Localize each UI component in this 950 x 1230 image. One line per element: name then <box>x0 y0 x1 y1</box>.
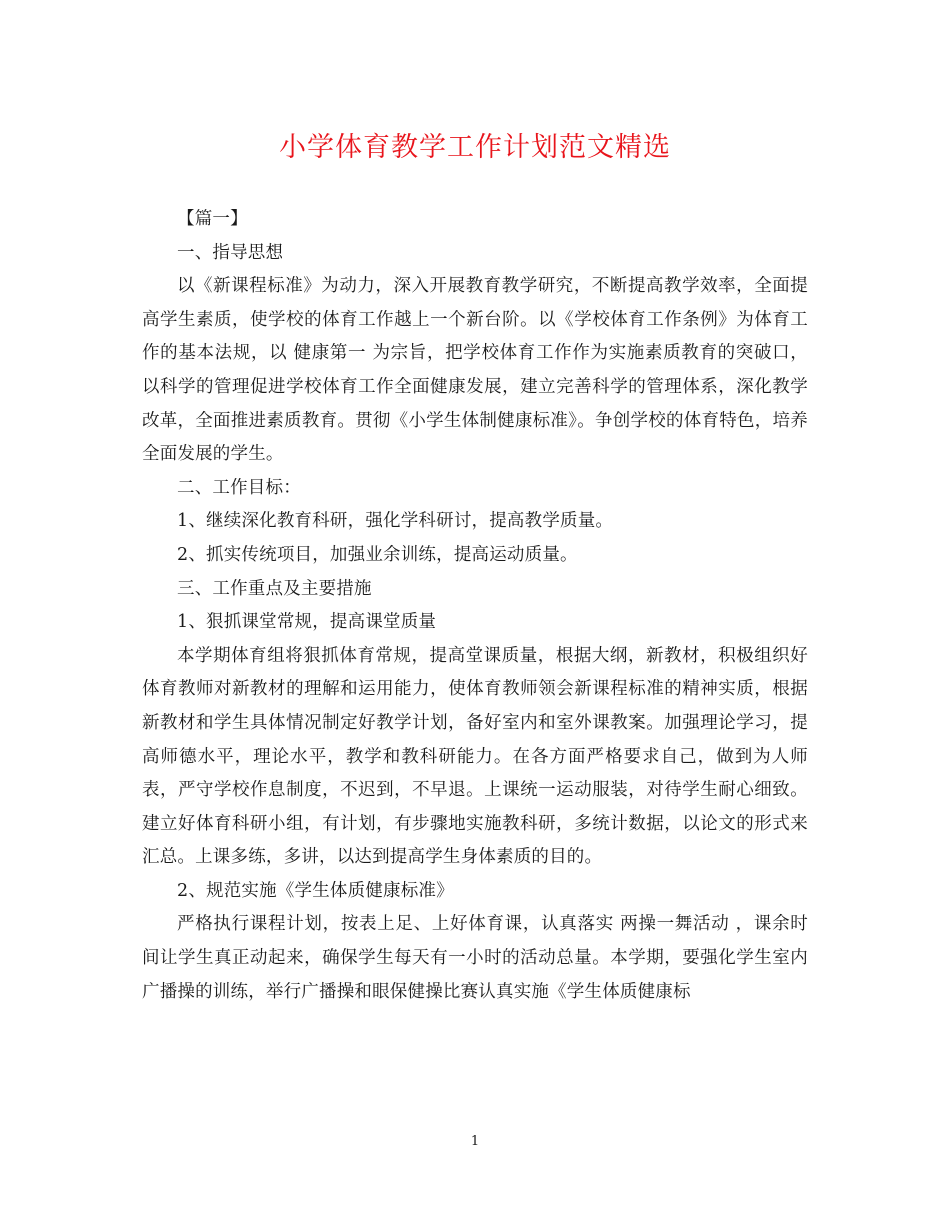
section-heading: 三、工作重点及主要措施 <box>177 578 372 599</box>
subsection-heading: 1、狠抓课堂常规，提高课堂质量 <box>177 612 437 633</box>
body-paragraph: 严格执行课程计划，按表上足、上好体育课，认真落实 两操一舞活动 ，课余时间让学生真正动起来，确保学生每天有一小时的活动总量。本学期，要强化学生室内广播操的训练，举行广播操和眼保健操比赛认真实施《学生体质健康标 <box>142 914 808 1002</box>
page-number: 1 <box>470 1134 480 1149</box>
document-title: 小学体育教学工作计划范文精选 <box>279 132 671 163</box>
section-heading: 一、指导思想 <box>177 242 284 263</box>
section-heading: 二、工作目标： <box>177 477 301 498</box>
section-label: 【篇一】 <box>177 209 248 229</box>
body-paragraph: 以《新课程标准》为动力，深入开展教育教学研究，不断提高教学效率，全面提高学生素质，使学校的体育工作越上一个新台阶。以《学校体育工作条例》为体育工作的基本法规，以 健康第一 为宗旨，把学校体育工作作为实施素质教育的突破口，以科学的管理促进学校体育工作全面健康发展，建立完善科学的管理体系，深化教学改革，全面推进素质教育。贯彻《小学生体制健康标准》。争创学校的体育特色，培养全面发展的学生。 <box>142 276 808 465</box>
list-item: 2、抓实传统项目，加强业余训练，提高运动质量。 <box>177 544 578 565</box>
list-item: 1、继续深化教育科研，强化学科研讨，提高教学质量。 <box>177 511 614 532</box>
document-body <box>142 203 808 1009</box>
subsection-heading: 2、规范实施《学生体质健康标准》 <box>177 880 454 901</box>
body-paragraph: 本学期体育组将狠抓体育常规，提高堂课质量，根据大纲，新教材，积极组织好体育教师对新教材的理解和运用能力，使体育教师领会新课程标准的精神实质，根据新教材和学生具体情况制定好教学计划，备好室内和室外课教案。加强理论学习，提高师德水平，理论水平，教学和教科研能力。在各方面严格要求自己，做到为人师表，严守学校作息制度，不迟到，不早退。上课统一运动服装，对待学生耐心细致。建立好体育科研小组，有计划，有步骤地实施教科研，多统计数据，以论文的形式来汇总。上课多练，多讲，以达到提高学生身体素质的目的。 <box>142 645 808 868</box>
